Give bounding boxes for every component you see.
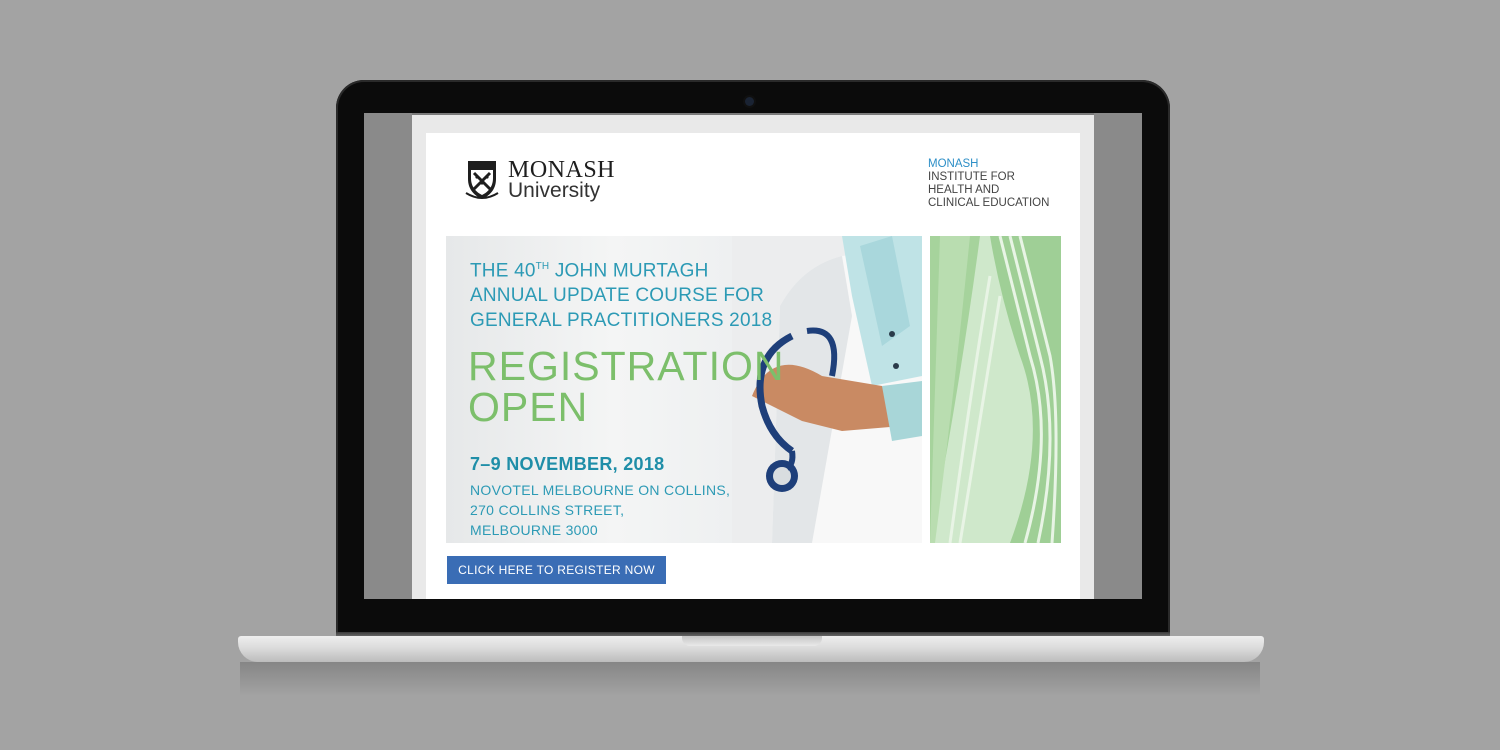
course-title-line-3: GENERAL PRACTITIONERS 2018 [470,310,773,332]
green-abstract-artwork [930,236,1061,543]
laptop-opening-notch [682,636,822,646]
monash-university-logo[interactable] [464,157,624,207]
screen-side-left [364,113,412,599]
logo-word-monash: MONASH [508,157,616,183]
event-banner[interactable] [446,236,922,543]
course-title-prefix: THE 40 [470,260,536,282]
email-body [426,133,1080,599]
venue-line-3: MELBOURNE 3000 [470,522,598,538]
institute-line-3: HEALTH AND [928,184,1000,196]
event-venue [470,480,730,540]
webcam-icon [745,97,754,106]
institute-line-2: INSTITUTE FOR [928,171,1015,183]
registration-headline-line-2: OPEN [468,384,589,430]
course-title-line-2: ANNUAL UPDATE COURSE FOR [470,285,765,307]
event-date: 7–9 NOVEMBER, 2018 [470,454,665,474]
email-frame [412,115,1094,599]
screen-side-right [1094,113,1142,599]
course-title-ordinal: TH [535,261,550,272]
venue-line-2: 270 COLLINS STREET, [470,502,625,518]
institute-logo[interactable] [928,158,1068,210]
monash-crest-icon [464,157,500,201]
laptop-shadow [240,662,1260,696]
institute-line-4: CLINICAL EDUCATION [928,197,1050,209]
course-title-rest: JOHN MURTAGH [549,260,709,282]
laptop-screen [364,113,1142,599]
registration-headline [468,343,785,430]
logo-word-university: University [508,179,601,202]
institute-line-monash: MONASH [928,158,979,170]
course-title [470,254,772,333]
venue-line-1: NOVOTEL MELBOURNE ON COLLINS, [470,482,731,498]
registration-headline-line-1: REGISTRATION [468,343,785,389]
course-title-line-1 [470,254,772,283]
register-now-button[interactable]: CLICK HERE TO REGISTER NOW [447,556,666,584]
